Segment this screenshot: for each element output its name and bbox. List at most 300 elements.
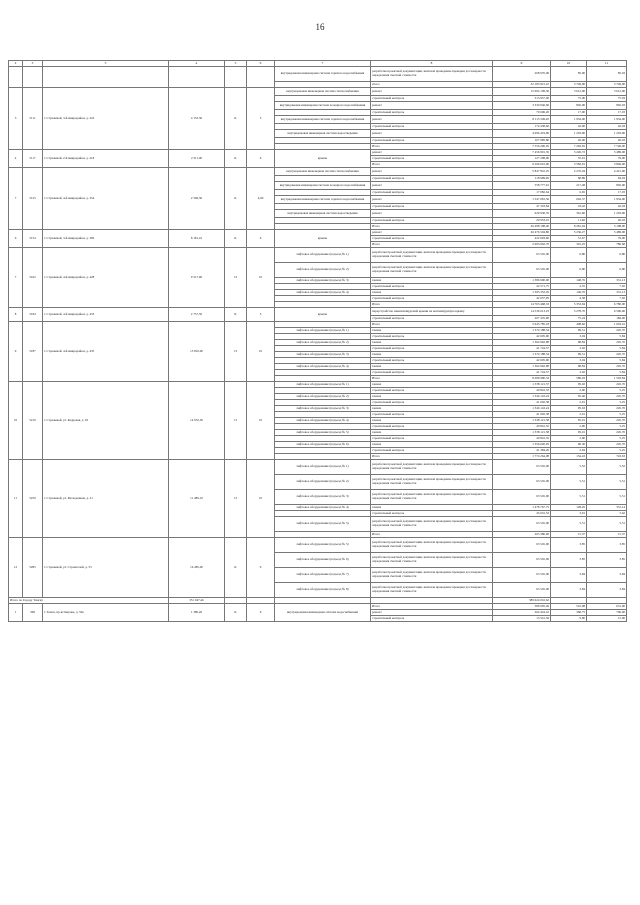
house-code-cell: 5162 [23,248,43,308]
cost-cell: 63 545,00 [493,248,551,263]
system-cell: лифтовое оборудование (подъезд № 6) [275,553,371,568]
unit-cost-cell: 3 749,00 [551,82,587,88]
unit-cost-cell: 3,85 [551,553,587,568]
max-unit-cost-cell: 3,85 [587,553,627,568]
unit-cost-cell: 3,91 [551,511,587,517]
row-number-cell: 9 [9,322,23,382]
work-type-cell: ремонт [371,150,493,156]
cost-cell: 41 724,57 [493,370,551,376]
work-type-cell: разработка проектной документации, включая проведение проверки достоверности определения сметной стоимости [371,568,493,583]
area-cell: 13 810,00 [169,322,225,382]
column-number-cell: 4 [169,61,225,67]
max-unit-cost-cell: 94,03 [587,176,627,182]
max-unit-cost-cell: 6 780,00 [587,302,627,308]
system-cell: лифтовое оборудование (подъезд № 8) [275,583,371,598]
max-unit-cost-cell: 184,00 [587,316,627,322]
cost-cell: 13 541,59 [493,616,551,622]
cost-cell: 1 547 681,56 [493,196,551,204]
unit-cost-cell: 154,43 [551,454,587,460]
work-type-cell: строительный контроль [371,448,493,454]
cost-cell: 263 380,00 [493,532,551,538]
max-unit-cost-cell: 7 746,00 [587,144,627,150]
unit-cost-cell: 3,85 [551,538,587,553]
max-unit-cost-cell: 85,03 [587,67,627,82]
cost-cell: 26 498 198,40 [493,224,551,230]
address-cell: г. Стрежевой, 3-й микрорайон, д. 306 [43,230,169,248]
wall-material-cell: К [225,150,247,168]
unit-cost-cell: 5,51 [551,517,587,532]
column-number-cell: 3 [23,61,43,67]
cost-cell: 29 953,01 [493,218,551,224]
cost-cell: 41 724,57 [493,346,551,352]
max-unit-cost-cell: 5,25 [587,400,627,406]
work-type-cell: строительный контроль [371,124,493,130]
unit-cost-cell: 95,02 [551,382,587,388]
max-unit-cost-cell: 245,70 [587,328,627,334]
wall-material-cell: К [225,538,247,598]
unit-cost-cell: 2,90 [551,388,587,394]
cost-cell: 313 957,00 [493,96,551,102]
unit-cost-cell: 5,52 [551,460,587,475]
floors-cell: 5 [247,308,275,322]
max-unit-cost-cell: 3 489,00 [587,230,627,236]
unit-cost-cell: 95,01 [551,418,587,424]
unit-cost-cell: 9,80 [551,616,587,622]
house-block-row [9,308,627,316]
system-cell: лифтовое оборудование (подъезд № 2) [275,263,371,278]
max-unit-cost-cell: 3,84 [587,568,627,583]
floors-cell: 4,00 [247,168,275,230]
max-unit-cost-cell: 5,51 [587,475,627,490]
cost-cell: 558 777,91 [493,182,551,190]
unit-cost-cell: 51,67 [551,236,587,242]
max-unit-cost-cell: 7,92 [587,296,627,302]
max-unit-cost-cell: 245,70 [587,352,627,358]
work-type-cell: строительный контроль [371,204,493,210]
work-type-cell: замена [371,278,493,284]
unit-cost-cell: 1 203,00 [551,130,587,138]
work-type-cell: замена [371,505,493,511]
cost-cell: 17 082,64 [493,190,551,196]
work-type-cell: строительный контроль [371,296,493,302]
unit-cost-cell: 75,00 [551,96,587,102]
unit-cost-cell: 3 582,91 [551,162,587,168]
row-number-cell: 10 [9,382,23,460]
max-unit-cost-cell: 1 954,00 [587,116,627,124]
unit-cost-cell: 8 281,94 [551,224,587,230]
house-block-row [9,460,627,475]
cost-cell: 42 605,90 [493,334,551,340]
work-type-cell: ремонт [371,116,493,124]
system-cell: внутридомовая инженерная система водоснабжения [275,604,371,622]
unit-cost-cell: 3,04 [551,334,587,340]
system-cell: лифтовое оборудование (подъезд № 3) [275,278,371,284]
work-type-cell: строительный контроль [371,138,493,144]
work-type-cell: замена [371,430,493,436]
cost-cell: 7 456 991,35 [493,150,551,156]
cost-cell: 1 364 962,98 [493,340,551,346]
system-cell: лифтовое оборудование (подъезд № 2) [275,340,371,346]
unit-cost-cell: 3,02 [551,370,587,376]
wall-material-cell: П [225,460,247,538]
cost-cell: 63 545,00 [493,583,551,598]
floors-cell: 9 [247,230,275,248]
cost-cell: 1 774 264,08 [493,454,551,460]
work-type-cell: строительный контроль [371,370,493,376]
unit-cost-cell: 1 954,00 [551,116,587,124]
system-cell: лифтовое оборудование (подъезд № 4) [275,290,371,296]
max-unit-cost-cell: 1 503,84 [587,376,627,382]
work-type-cell: замена [371,382,493,388]
system-cell: лифтовое оборудование (подъезд № 1) [275,328,371,334]
max-unit-cost-cell: 17,03 [587,110,627,116]
work-type-cell: замена [371,340,493,346]
max-unit-cost-cell: 5,52 [587,460,627,475]
max-unit-cost-cell: 245,70 [587,418,627,424]
area-cell: 2 757,50 [169,308,225,322]
cost-cell: 63 545,00 [493,553,551,568]
work-type-cell: строительный контроль [371,616,493,622]
system-cell: лифтовое оборудование (подъезд № 4) [275,505,371,511]
cost-cell: 4 996 419,90 [493,130,551,138]
max-unit-cost-cell: 3,84 [587,583,627,598]
wall-material-cell: П [225,322,247,382]
area-cell: 9 517,00 [169,248,225,308]
cost-cell: 1 338 121,58 [493,430,551,436]
register-sheet [8,60,626,622]
max-unit-cost-cell: 5,84 [587,334,627,340]
max-unit-cost-cell: 17,03 [587,190,627,196]
area-cell: 4 153,30 [169,88,225,150]
max-unit-cost-cell: 6,80 [587,263,627,278]
work-type-cell: Итого [371,322,493,328]
unit-cost-cell: 18,42 [551,204,587,210]
work-type-cell: ремонт [371,610,493,616]
wall-material-cell: К [225,230,247,248]
work-type-cell: строительный контроль [371,284,493,290]
work-type-cell: замена [371,364,493,370]
unit-cost-cell: 5,51 [551,490,587,505]
column-number-cell: 5 [43,61,169,67]
max-unit-cost-cell: 5,51 [587,490,627,505]
cost-cell: 208 970,00 [493,67,551,82]
work-type-cell: разработка проектной документации, включая проведение проверки достоверности определения сметной стоимости [371,583,493,598]
system-cell: внутридомовая инженерная система холодного водоснабжения [275,182,371,190]
work-type-cell: ремонт [371,88,493,96]
row-number-cell: 3 [9,88,23,150]
max-unit-cost-cell: 786,68 [587,242,627,248]
cost-cell: 32 183 921,10 [493,82,551,88]
system-cell: внутридомовая инженерная система теплоснабжения [275,168,371,176]
max-unit-cost-cell: 3 108,00 [587,224,627,230]
max-unit-cost-cell: 1 003,16 [587,322,627,328]
work-type-cell: Итого [371,532,493,538]
max-unit-cost-cell: 75,03 [587,96,627,102]
cost-cell: 1 386 990,00 [493,278,551,284]
max-unit-cost-cell: 245,70 [587,442,627,448]
max-unit-cost-cell: 3 612,00 [587,88,627,96]
max-unit-cost-cell: 3 489,00 [587,150,627,156]
work-type-cell: Итого [371,224,493,230]
house-code-cell: 5117 [23,150,43,168]
max-unit-cost-cell: 3 849,00 [587,162,627,168]
cost-cell: 45 016,53 [493,511,551,517]
unit-cost-cell: 15,37 [551,532,587,538]
max-unit-cost-cell: 5,25 [587,412,627,418]
row-number-cell: 6 [9,230,23,248]
cost-cell: 3 330 946,60 [493,102,551,110]
system-cell: лифтовое оборудование (подъезд № 7) [275,568,371,583]
cost-cell: 1 346 143,24 [493,394,551,400]
system-cell: лифтовое оборудование (подъезд № 2) [275,394,371,400]
max-unit-cost-cell: 331,13 [587,278,627,284]
area-cell: 2 569,30 [169,168,225,230]
unit-cost-cell: 95,01 [551,430,587,436]
work-type-cell: замена [371,406,493,412]
work-type-cell: ремонт [371,168,493,176]
max-unit-cost-cell: 79,00 [587,156,627,162]
house-block-row [9,88,627,96]
cost-cell: 1 374 188,34 [493,328,551,334]
unit-cost-cell: 42,00 [551,124,587,130]
column-number-cell: 11 [587,61,627,67]
unit-cost-cell: 99,51 [551,352,587,358]
work-type-cell: строительный контроль [371,316,493,322]
wall-material-cell: П [225,382,247,460]
address-cell: г. Стрежевой, 2-й микрорайон, д. 218 [43,150,169,168]
cost-cell: 264 424,10 [493,610,551,616]
work-type-cell: замена [371,328,493,334]
cost-cell: 70 606,20 [493,110,551,116]
row-number-cell: 8 [9,308,23,322]
max-unit-cost-cell: 5,25 [587,436,627,442]
system-cell: внутридомовая инженерная система горячего водоснабжения [275,67,371,82]
work-type-cell: строительный контроль [371,334,493,340]
work-type-cell: ремонт [371,196,493,204]
max-unit-cost-cell: 26,03 [587,138,627,144]
system-cell: внутридомовая инженерная система теплоснабжения [275,88,371,96]
unit-cost-cell: 6,80 [551,248,587,263]
work-type-cell: строительный контроль [371,358,493,364]
unit-cost-cell: 5 278,70 [551,308,587,316]
floors-cell: 9 [247,538,275,598]
system-cell: внутридомовая инженерная система водоотведения [275,210,371,218]
cost-cell: 1 393 352,05 [493,290,551,296]
cost-cell: 422 693,60 [493,236,551,242]
work-type-cell: строительный контроль [371,400,493,406]
unit-cost-cell: 96,30 [551,442,587,448]
address-cell: г. Стрежевой, 4-й микрорайон, д. 433 [43,308,169,322]
work-type-cell: строительный контроль [371,511,493,517]
address-cell: г. Томск, пр-кт Кирова, д. 59а [43,604,169,622]
unit-cost-cell: 2,91 [551,412,587,418]
system-cell: лифтовое оборудование (подъезд № 1) [275,460,371,475]
cost-cell: 174 438,60 [493,124,551,130]
row-number-cell: 7 [9,168,23,230]
row-number-cell: 11 [9,460,23,538]
unit-cost-cell: 5 353,94 [551,302,587,308]
row-number-cell: 12 [9,538,23,598]
max-unit-cost-cell: 245,70 [587,364,627,370]
cost-cell: 5 847 810,25 [493,168,551,176]
cost-cell: 63 545,00 [493,517,551,532]
unit-cost-cell: 2,90 [551,424,587,430]
max-unit-cost-cell: 331,14 [587,505,627,511]
house-code-cell [23,67,43,88]
cost-cell: 7 556 200,05 [493,144,551,150]
house-code-cell: 5125 [23,168,43,230]
work-type-cell: строительный контроль [371,436,493,442]
cost-cell: 63 545,00 [493,490,551,505]
system-cell: лифтовое оборудование (подъезд № 4) [275,418,371,424]
page-number: 16 [315,22,325,32]
max-unit-cost-cell: 6,80 [587,248,627,263]
system-cell: лифтовое оборудование (подъезд № 5) [275,517,371,532]
unit-cost-cell: 98,84 [551,340,587,346]
max-unit-cost-cell: 245,70 [587,382,627,388]
max-unit-cost-cell: 5,51 [587,517,627,532]
system-cell: лифтовое оборудование (подъезд № 3) [275,406,371,412]
system-cell: лифтовое оборудование (подъезд № 5) [275,538,371,553]
work-type-cell: разработка проектной документации, включая проведение проверки достоверности определения сметной стоимости [371,538,493,553]
system-cell: лифтовое оборудование (подъезд № 5) [275,430,371,436]
system-cell: лифтовое оборудование (подъезд № 6) [275,442,371,448]
max-unit-cost-cell: 6 596,00 [587,308,627,316]
work-type-cell: разработка проектной документации, включая проведение проверки достоверности определения сметной стоимости [371,490,493,505]
unit-cost-cell: 95,46 [551,394,587,400]
unit-cost-cell: 99,51 [551,328,587,334]
system-cell: внутридомовая инженерная система холодного водоснабжения [275,102,371,110]
system-cell: лифтовое оборудование (подъезд № 4) [275,364,371,370]
unit-cost-cell: 5,51 [551,475,587,490]
max-unit-cost-cell: 5,84 [587,358,627,364]
unit-cost-cell: 7 292,65 [551,144,587,150]
unit-cost-cell: 3,02 [551,346,587,352]
unit-cost-cell: 2,90 [551,436,587,442]
work-type-cell: ремонт [371,210,493,218]
work-type-cell: замена [371,290,493,296]
floors-cell: 10 [247,460,275,538]
wall-material-cell: П [225,248,247,308]
work-type-cell: замена [371,418,493,424]
address-cell: г. Стрежевой, ул. Кедровая, д. 65 [43,382,169,460]
cost-cell: 1 364 962,98 [493,364,551,370]
cost-cell: 127 208,00 [493,156,551,162]
cost-cell: 42 571,75 [493,284,551,290]
cost-cell: 8 115 549,20 [493,116,551,124]
unit-cost-cell: 516,08 [551,604,587,610]
area-cell: 14 052,50 [169,382,225,460]
work-type-cell: строительный контроль [371,218,493,224]
max-unit-cost-cell: 42,03 [587,124,627,130]
house-block-row [9,248,627,263]
column-number-cell: 6 [247,61,275,67]
unit-cost-cell: 6,65 [551,190,587,196]
max-unit-cost-cell: 4 421,00 [587,168,627,176]
work-type-cell: разработка проектной документации, включая проведение проверки достоверности определения сметной стоимости [371,553,493,568]
column-number-cell: 5 [225,61,247,67]
cost-cell: 41 092,38 [493,412,551,418]
unit-cost-cell: 3 236,27 [551,230,587,236]
system-cell: лифтовое оборудование (подъезд № 1) [275,248,371,263]
city-total-sum: 589 624 016,62 [493,598,551,604]
unit-cost-cell: 98,84 [551,364,587,370]
work-type-cell: строительный контроль [371,236,493,242]
area-cell: 11 489,10 [169,460,225,538]
address-cell: г. Стрежевой, 4-й микрорайон, д. 435 [43,322,169,382]
cost-cell: 15 004 109,30 [493,88,551,96]
work-type-cell: Итого [371,144,493,150]
unit-cost-cell: 11,66 [551,218,587,224]
work-type-cell: замена [371,442,493,448]
unit-cost-cell: 217,48 [551,182,587,190]
max-unit-cost-cell: 5,84 [587,370,627,376]
work-type-cell: замена [371,394,493,400]
wall-material-cell: К [225,604,247,622]
house-block-row [9,538,627,553]
work-type-cell: ремонт [371,230,493,236]
max-unit-cost-cell: 245,70 [587,394,627,400]
cost-cell: 63 545,00 [493,568,551,583]
floors-cell: 10 [247,248,275,308]
house-block-row [9,67,627,82]
wall-material-cell: К [225,168,247,230]
work-type-cell: разработка проектной документации, включая проведение проверки достоверности определения сметной стоимости [371,67,493,82]
work-type-cell: итого [371,82,493,88]
floors-cell: 10 [247,322,275,382]
address-cell: г. Стрежевой, ул. Молодежная, д. 21 [43,460,169,538]
unit-cost-cell: 3,84 [551,583,587,598]
area-cell [169,67,225,88]
max-unit-cost-cell: 631,00 [587,604,627,610]
max-unit-cost-cell: 1 203,00 [587,130,627,138]
work-type-cell: ремонт [371,182,493,190]
unit-cost-cell: 6,80 [551,263,587,278]
work-type-cell: замена [371,352,493,358]
unit-cost-cell: 301,25 [551,242,587,248]
unit-cost-cell: 17,00 [551,110,587,116]
max-unit-cost-cell: 245,70 [587,406,627,412]
cost-cell: 26 476 504,80 [493,230,551,236]
work-type-cell: строительный контроль [371,190,493,196]
cost-cell: 586 905,49 [493,604,551,610]
area-cell: 16 485,00 [169,538,225,598]
work-type-cell: строительный контроль [371,412,493,418]
house-code-cell: 5285 [23,538,43,598]
work-type-cell: строительный контроль [371,424,493,430]
row-number-cell: 1 [9,604,23,622]
max-unit-cost-cell: 5,84 [587,346,627,352]
system-cell: крыша [275,308,371,322]
column-number-cell: 9 [493,61,551,67]
wall-material-cell [225,67,247,88]
address-cell: г. Стрежевой, 4-й микрорайон, д. 428 [43,248,169,308]
unit-cost-cell: 128,45 [551,505,587,511]
house-block-row [9,168,627,176]
cost-cell: 929 936,76 [493,210,551,218]
unit-cost-cell: 802,00 [551,102,587,110]
cost-cell: 63 545,00 [493,460,551,475]
unit-cost-cell: 4,55 [551,284,587,290]
cost-cell: 5 645 785,18 [493,322,551,328]
cost-cell: 63 545,00 [493,475,551,490]
area-cell: 2 311,00 [169,150,225,168]
system-cell: крыша [275,230,371,248]
unit-cost-cell: 95,63 [551,406,587,412]
house-code-cell: 399 [23,604,43,622]
cost-cell: 42 657,95 [493,296,551,302]
work-type-cell: Итого [371,376,493,382]
